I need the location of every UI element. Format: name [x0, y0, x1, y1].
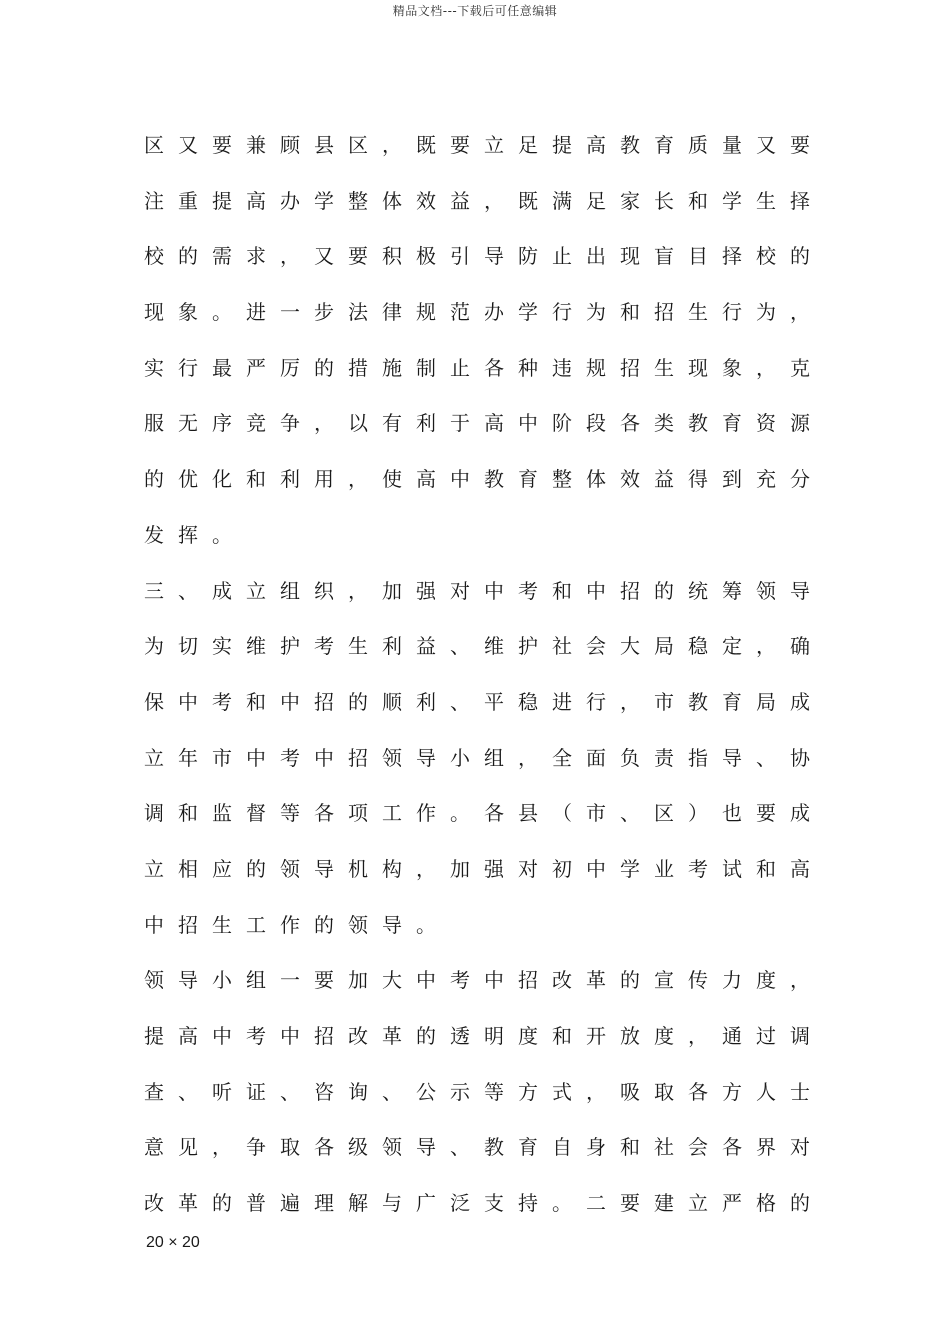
page-header: 精品文档---下载后可任意编辑	[392, 4, 558, 18]
text-line: 实行最严厉的措施制止各种违规招生现象，克	[144, 355, 810, 380]
text-line: 领导小组一要加大中考中招改革的宣传力度，	[144, 968, 810, 993]
document-body	[144, 124, 810, 1238]
text-line: 保中考和中招的顺利、平稳进行，市教育局成	[144, 689, 810, 714]
grid-size-label: 20 × 20	[146, 1234, 200, 1251]
text-line: 为切实维护考生利益、维护社会大局稳定，确	[144, 634, 810, 659]
text-line: 中招生工作的领导。	[144, 912, 450, 937]
text-line: 意见，争取各级领导、教育自身和社会各界对	[144, 1135, 810, 1160]
text-line: 提高中考中招改革的透明度和开放度，通过调	[144, 1024, 810, 1048]
text-line: 改革的普遍理解与广泛支持。二要建立严格的	[144, 1191, 810, 1216]
text-line: 发挥。	[144, 522, 246, 547]
text-line: 立相应的领导机构，加强对初中学业考试和高	[144, 856, 810, 881]
text-line: 区又要兼顾县区，既要立足提高教育质量又要	[144, 133, 810, 157]
text-line: 的优化和利用，使高中教育整体效益得到充分	[144, 467, 810, 492]
text-line: 服无序竞争，以有利于高中阶段各类教育资源	[144, 411, 810, 436]
text-line: 调和监督等各项工作。各县（市、区）也要成	[144, 801, 810, 826]
text-line: 立年市中考中招领导小组，全面负责指导、协	[144, 745, 810, 770]
text-line: 注重提高办学整体效益，既满足家长和学生择	[144, 188, 810, 213]
text-line: 查、听证、咨询、公示等方式，吸取各方人士	[144, 1079, 810, 1104]
text-line: 现象。进一步法律规范办学行为和招生行为，	[144, 300, 810, 325]
section-heading-line: 三、成立组织，加强对中考和中招的统筹领导	[144, 578, 810, 603]
text-line: 校的需求，又要积极引导防止出现盲目择校的	[144, 244, 810, 269]
